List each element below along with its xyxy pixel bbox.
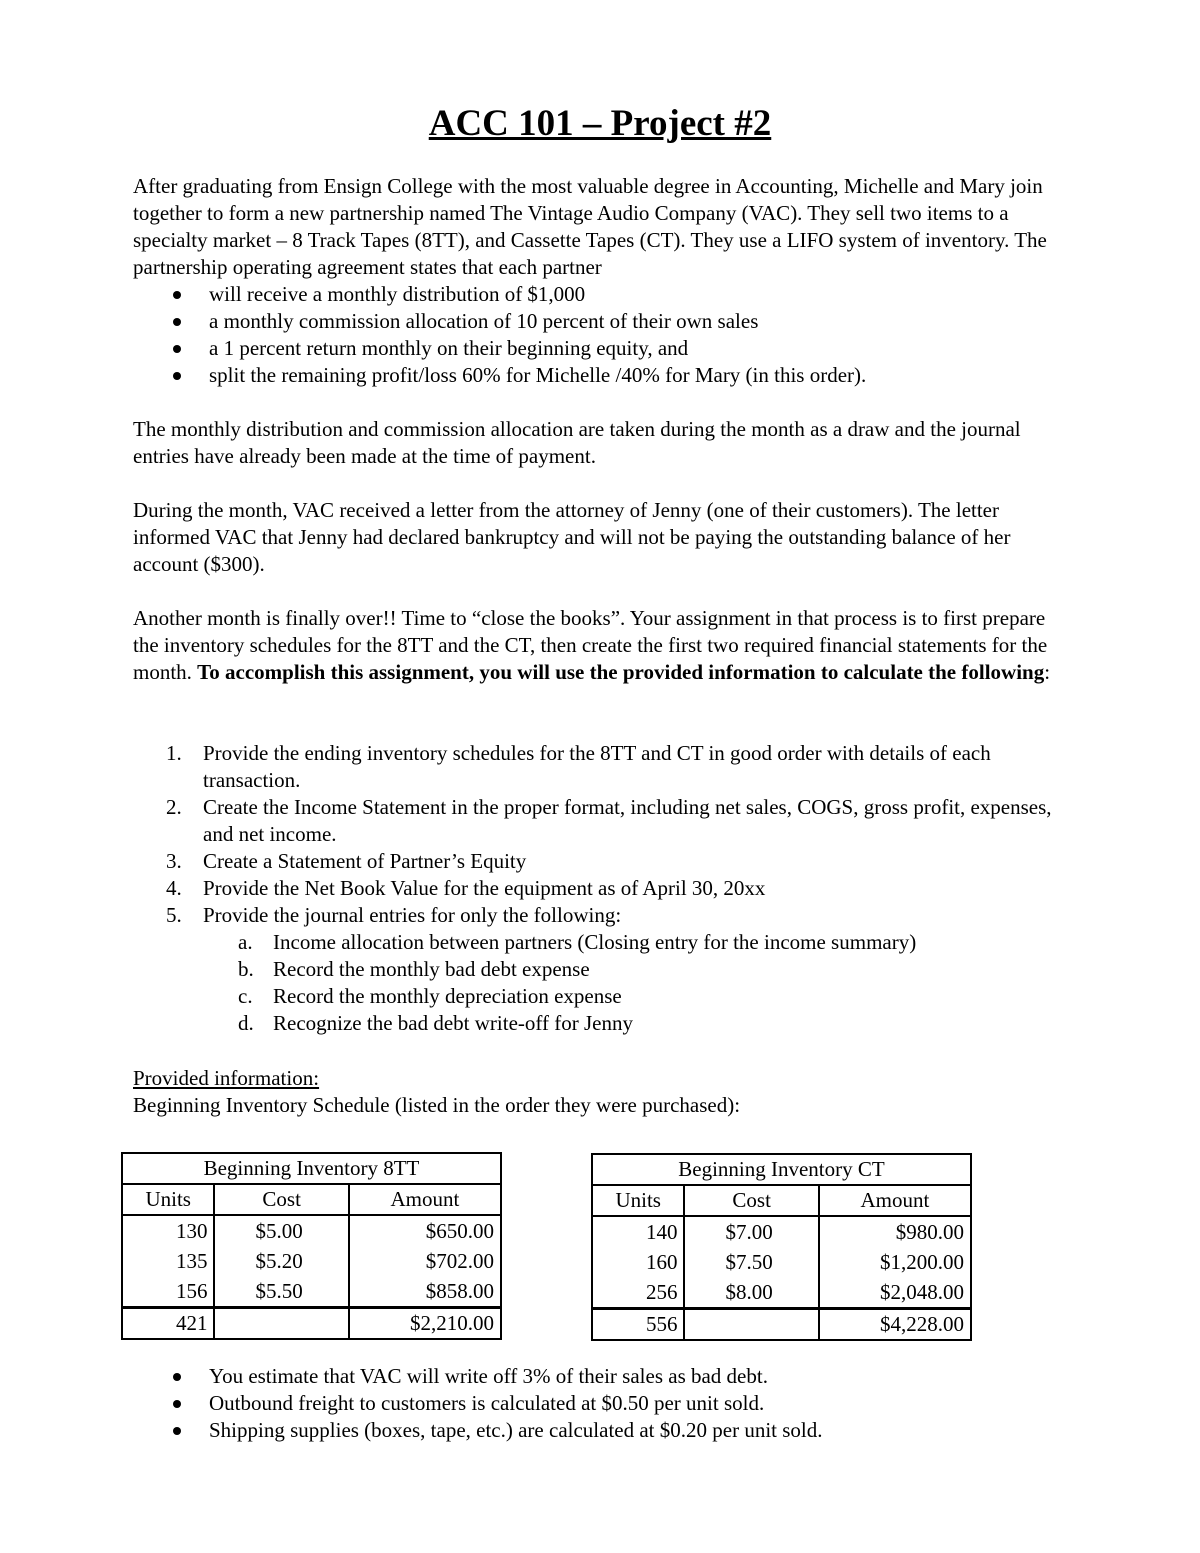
inventory-table-8tt: [121, 1152, 502, 1340]
column-header: Cost: [214, 1184, 348, 1215]
table-title: Beginning Inventory CT: [592, 1154, 971, 1185]
bullet-icon: [173, 1400, 181, 1408]
assignment-steps: [133, 740, 1073, 1037]
assignment-instruction: To accomplish this assignment, you will use the provided information to calculate the following: [197, 660, 1045, 684]
letter-paragraph: During the month, VAC received a letter from the attorney of Jenny (one of their customers). The letter informed VAC that Jenny had declared bankruptcy and will not be paying the outstanding balance of her account ($300).: [133, 498, 1011, 576]
list-item: 4. Provide the Net Book Value for the equipment as of April 30, 20xx: [166, 876, 766, 900]
inventory-table-ct: [591, 1153, 972, 1341]
distribution-paragraph: The monthly distribution and commission allocation are taken during the month as a draw and the journal entries have already been made at the time of payment.: [133, 417, 1021, 468]
total-row: 556 $4,228.00: [592, 1309, 971, 1341]
bullet-icon: [173, 291, 181, 299]
journal-entry-list: [203, 929, 1073, 1037]
agreement-list: [133, 281, 1073, 389]
list-item: b. Record the monthly bad debt expense: [238, 957, 590, 981]
intro-paragraph: After graduating from Ensign College with the most valuable degree in Accounting, Michelle and Mary join together to form a new partnership named The Vintage Audio Company (VAC). They sell two items to a specialty market – 8 Track Tapes (8TT), and Cassette Tapes (CT). They use a LIFO system of inventory. The partnership operating agreement states that each partner: [133, 174, 1047, 279]
schedule-intro: Beginning Inventory Schedule (listed in the order they were purchased):: [133, 1093, 741, 1117]
list-item: You estimate that VAC will write off 3% of their sales as bad debt.: [133, 1363, 1073, 1390]
list-item: a 1 percent return monthly on their beginning equity, and: [133, 335, 1073, 362]
total-row: 421 $2,210.00: [122, 1308, 501, 1340]
list-item: split the remaining profit/loss 60% for Michelle /40% for Mary (in this order).: [133, 362, 1073, 389]
provided-info-heading: Provided information:: [133, 1066, 320, 1090]
notes-list: [133, 1363, 1073, 1444]
bullet-icon: [173, 1427, 181, 1435]
table-row: 160 $7.50 $1,200.00: [592, 1247, 971, 1277]
table-row: 256 $8.00 $2,048.00: [592, 1277, 971, 1309]
column-header: Units: [122, 1184, 214, 1215]
column-header: Cost: [684, 1185, 818, 1216]
provided-info-section: [133, 1065, 1073, 1119]
list-item: Outbound freight to customers is calculated at $0.50 per unit sold.: [133, 1390, 1073, 1417]
table-row: 140 $7.00 $980.00: [592, 1216, 971, 1247]
list-item: 2. Create the Income Statement in the proper format, including net sales, COGS, gross profit, expenses, and net income.: [166, 795, 1052, 846]
table-row: 156 $5.50 $858.00: [122, 1276, 501, 1308]
column-header: Units: [592, 1185, 684, 1216]
list-item: a monthly commission allocation of 10 percent of their own sales: [133, 308, 1073, 335]
bullet-icon: [173, 1373, 181, 1381]
bullet-icon: [173, 345, 181, 353]
bullet-icon: [173, 372, 181, 380]
list-item: 3. Create a Statement of Partner’s Equity: [166, 849, 527, 873]
close-books-paragraph: Another month is finally over!! Time to “close the books”. Your assignment in that process is to first prepare the inventory schedules for the 8TT and the CT, then create the first two required financial statements for the month. To accomplish this assignment, you will use the provided information to calculate the following:: [133, 606, 1051, 684]
list-item: will receive a monthly distribution of $1,000: [133, 281, 1073, 308]
list-item: 1. Provide the ending inventory schedules for the 8TT and CT in good order with details of each transaction.: [166, 741, 991, 792]
table-row: 135 $5.20 $702.00: [122, 1246, 501, 1276]
list-item: a. Income allocation between partners (Closing entry for the income summary): [238, 930, 917, 954]
notes-section: [133, 1363, 1073, 1444]
list-item: 5. Provide the journal entries for only the following: a. Income allocation between partners (Closing entry for the income summary) b. Record the monthly bad debt expense c. Record the monthly depreciation expense d. Recognize the bad debt write-off for Jenny: [133, 902, 1073, 1037]
table-title: Beginning Inventory 8TT: [122, 1153, 501, 1184]
table-row: 130 $5.00 $650.00: [122, 1215, 501, 1246]
list-item: Shipping supplies (boxes, tape, etc.) are calculated at $0.20 per unit sold.: [133, 1417, 1073, 1444]
page-title: ACC 101 – Project #2: [428, 103, 772, 144]
column-header: Amount: [819, 1185, 971, 1216]
intro-section: [133, 173, 1073, 389]
bullet-icon: [173, 318, 181, 326]
column-header: Amount: [349, 1184, 501, 1215]
list-item: d. Recognize the bad debt write-off for Jenny: [238, 1011, 633, 1035]
list-item: c. Record the monthly depreciation expense: [238, 984, 622, 1008]
